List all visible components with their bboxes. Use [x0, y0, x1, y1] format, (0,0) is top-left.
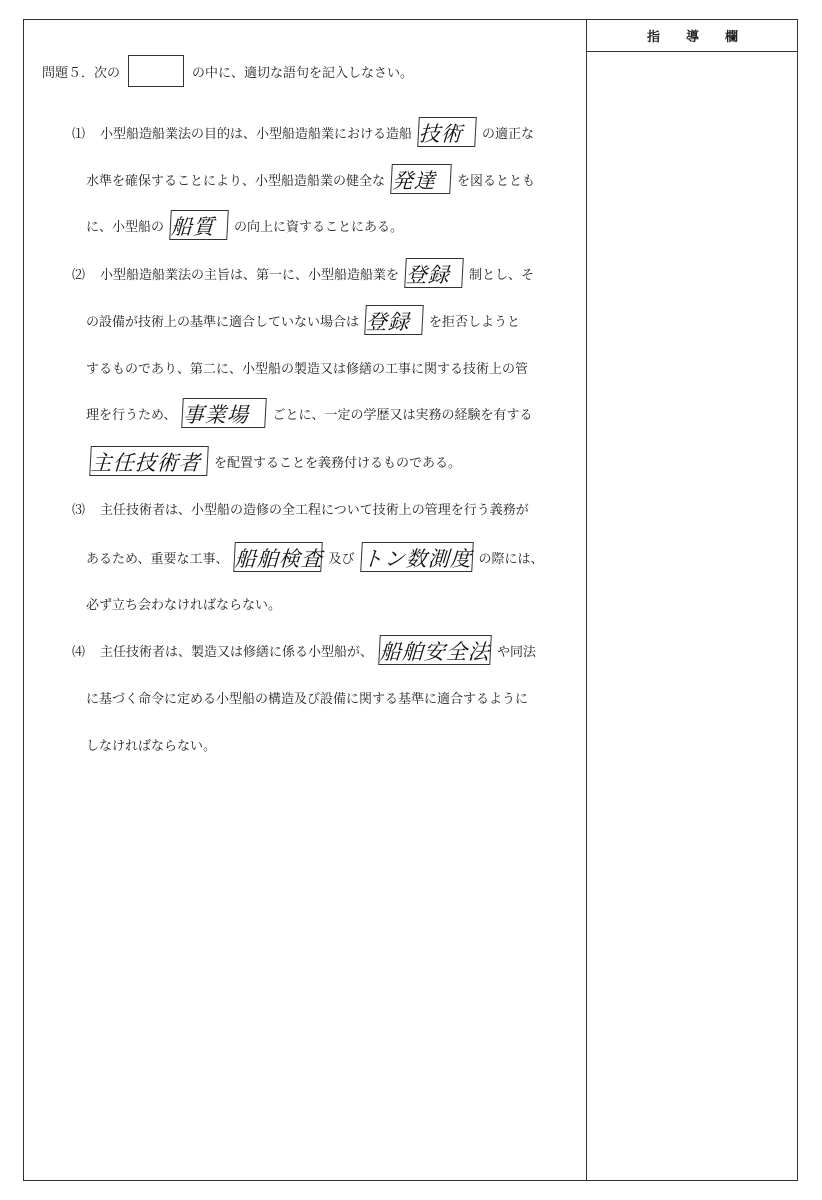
item-3-text: 必ず立ち会わなければならない。: [86, 597, 282, 613]
answer-box: 船舶安全法: [378, 635, 492, 665]
item-3-line-2: [86, 540, 544, 574]
item-2-line-4: [86, 396, 533, 430]
answer-box: 技術: [417, 117, 477, 147]
item-3-text: あるため、重要な工事、: [86, 551, 229, 567]
guide-header-label: 指 導 欄: [646, 29, 738, 45]
question-prompt: [42, 54, 413, 88]
item-4-number: ⑷: [72, 644, 86, 660]
item-2-number: ⑵: [72, 267, 86, 283]
item-2-line-1: [72, 256, 534, 290]
item-3-text: の際には、: [478, 551, 544, 567]
answer-box: 船質: [169, 210, 229, 240]
item-1-text: に、小型船の: [86, 219, 165, 235]
item-2-text: ごとに、一定の学歴又は実務の経験を有する: [272, 407, 533, 423]
item-2-text: の設備が技術上の基準に適合していない場合は: [86, 314, 360, 330]
item-4-text: や同法: [497, 644, 537, 660]
item-2-text: 理を行うため、: [86, 407, 177, 423]
answer-box: 発達: [390, 164, 452, 194]
item-1-text: の適正な: [482, 126, 535, 142]
item-4-line-2: [86, 680, 528, 714]
answer-box: 船舶検査: [234, 542, 324, 572]
item-4-line-3: [86, 727, 216, 761]
item-2-text: を配置することを義務付けるものである。: [214, 455, 462, 471]
item-4-text: に基づく命令に定める小型船の構造及び設備に関する基準に適合するように: [86, 691, 529, 707]
item-3-line-1: [72, 491, 529, 525]
item-1-text: 水準を確保することにより、小型船造船業の健全な: [86, 173, 386, 189]
item-1-line-2: [86, 162, 535, 196]
item-2-text: するものであり、第二に、小型船の製造又は修繕の工事に関する技術上の管: [86, 361, 529, 377]
item-1-text: を図るととも: [457, 173, 536, 189]
blank-example-box: [128, 55, 184, 87]
item-4-line-1: [72, 633, 536, 667]
item-3-line-3: [86, 586, 281, 620]
item-1-line-3: [86, 208, 403, 242]
item-1-text: の向上に資することにある。: [234, 219, 404, 235]
item-1-text: 小型船造船業法の目的は、小型船造船業における造船: [100, 126, 413, 142]
answer-box: 登録: [364, 305, 424, 335]
item-3-number: ⑶: [72, 502, 86, 518]
item-1-number: ⑴: [72, 126, 86, 142]
item-2-line-3: [86, 350, 528, 384]
answer-box: 登録: [404, 258, 464, 288]
item-1-line-1: [72, 115, 534, 149]
question-suffix: の中に、適切な語句を記入しなさい。: [192, 65, 414, 81]
item-2-line-2: [86, 303, 520, 337]
guide-column-header: [587, 19, 798, 52]
item-2-text: 制とし、そ: [469, 267, 535, 283]
item-3-text: 及び: [328, 551, 355, 567]
item-2-text: を拒否しようと: [429, 314, 521, 330]
item-2-text: 小型船造船業法の主旨は、第一に、小型船造船業を: [100, 267, 400, 283]
guide-column-divider: [586, 19, 587, 1181]
item-3-text: 主任技術者は、小型船の造修の全工程について技術上の管理を行う義務が: [100, 502, 529, 518]
item-4-text: 主任技術者は、製造又は修繕に係る小型船が、: [100, 644, 374, 660]
question-prefix: 問題５．次の: [42, 65, 121, 81]
item-4-text: しなければならない。: [86, 738, 217, 754]
item-2-line-5: [86, 444, 461, 478]
answer-box: 事業場: [182, 398, 268, 428]
answer-box: トン数測度: [360, 542, 474, 572]
answer-box: 主任技術者: [89, 446, 209, 476]
